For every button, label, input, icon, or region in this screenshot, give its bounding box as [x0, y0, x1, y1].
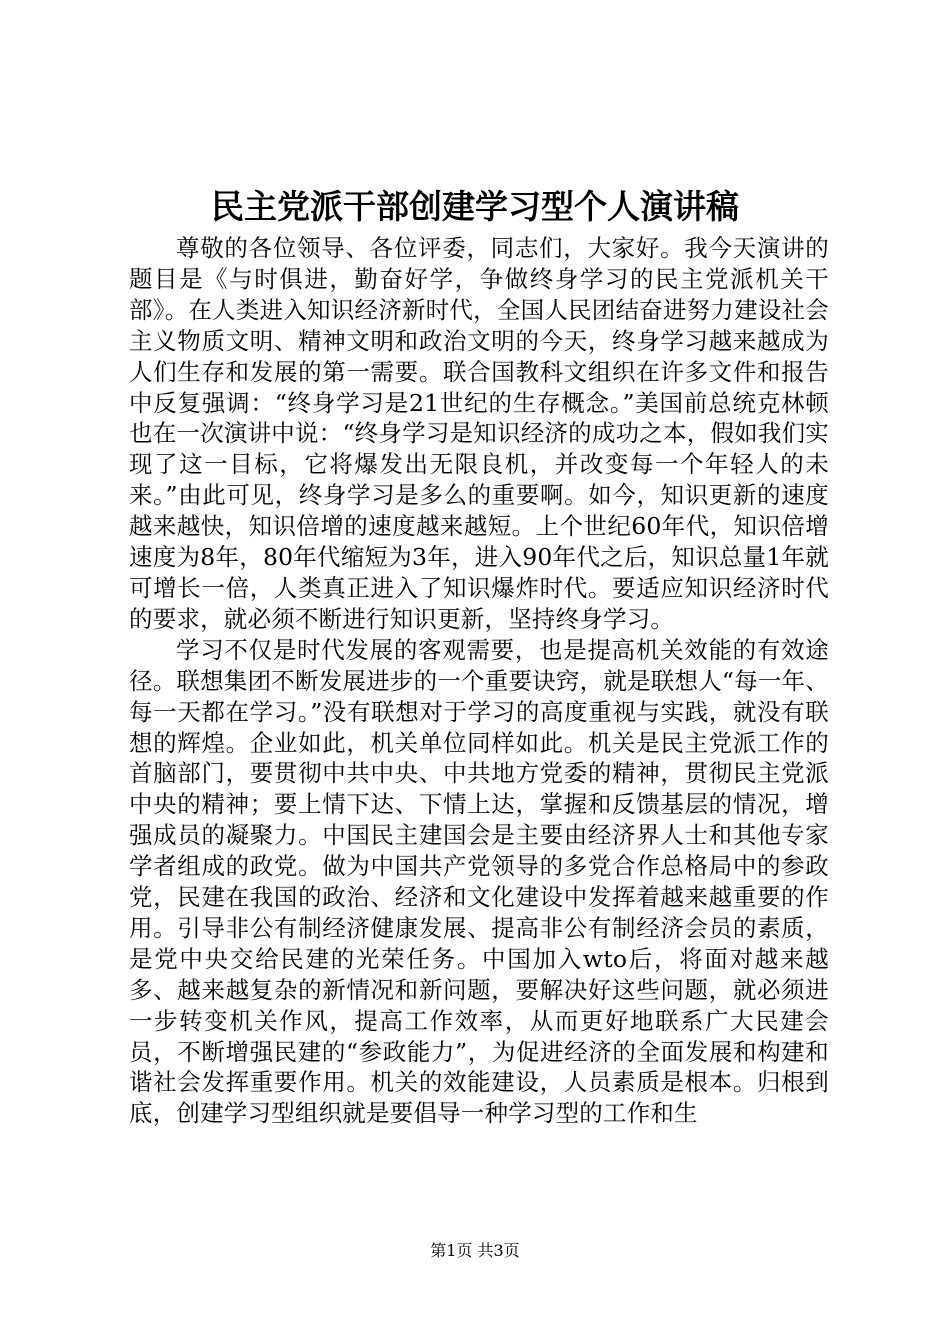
- document-title: 民主党派干部创建学习型个人演讲稿: [211, 187, 739, 226]
- paragraph: 学习不仅是时代发展的客观需要，也是提高机关效能的有效途径。联想集团不断发展进步的一个重要诀窍，就是联想人“每一年、每一天都在学习。”没有联想对于学习的高度重视与实践，就没有联想的辉煌。企业如此，机关单位同样如此。机关是民主党派工作的首脑部门，要贯彻中共中央、中共地方党委的精神，贯彻民主党派中央的精神；要上情下达、下情上达，掌握和反馈基层的情况，增强成员的凝聚力。中国民主建国会是主要由经济界人士和其他专家学者组成的政党。做为中国共产党领导的多党合作总格局中的参政党，民建在我国的政治、经济和文化建设中发挥着越来越重要的作用。引导非公有制经济健康发展、提高非公有制经济会员的素质，是党中央交给民建的光荣任务。中国加入wto后，将面对越来越多、越来越复杂的新情况和新问题，要解决好这些问题，就必须进一步转变机关作风，提高工作效率，从而更好地联系广大民建会员，不断增强民建的“参政能力”，为促进经济的全面发展和构建和谐社会发挥重要作用。机关的效能建设，人员素质是根本。归根到底，创建学习型组织就是要倡导一种学习型的工作和生: [129, 635, 829, 1128]
- paragraph: 尊敬的各位领导、各位评委，同志们，大家好。我今天演讲的题目是《与时俱进，勤奋好学，争做终身学习的民主党派机关干部》。在人类进入知识经济新时代，全国人民团结奋进努力建设社会主义物质文明、精神文明和政治文明的今天，终身学习越来越成为人们生存和发展的第一需要。联合国教科文组织在许多文件和报告中反复强调：“终身学习是21世纪的生存概念。”美国前总统克林顿也在一次演讲中说：“终身学习是知识经济的成功之本，假如我们实现了这一目标，它将爆发出无限良机，并改变每一个年轻人的未来。”由此可见，终身学习是多么的重要啊。如今，知识更新的速度越来越快，知识倍增的速度越来越短。上个世纪60年代，知识倍增速度为8年，80年代缩短为3年，进入90年代之后，知识总量1年就可增长一倍，人类真正进入了知识爆炸时代。要适应知识经济时代的要求，就必须不断进行知识更新，坚持终身学习。: [129, 234, 829, 633]
- page-number-footer: 第1页 共3页: [430, 1241, 520, 1260]
- document-body: [129, 233, 829, 1129]
